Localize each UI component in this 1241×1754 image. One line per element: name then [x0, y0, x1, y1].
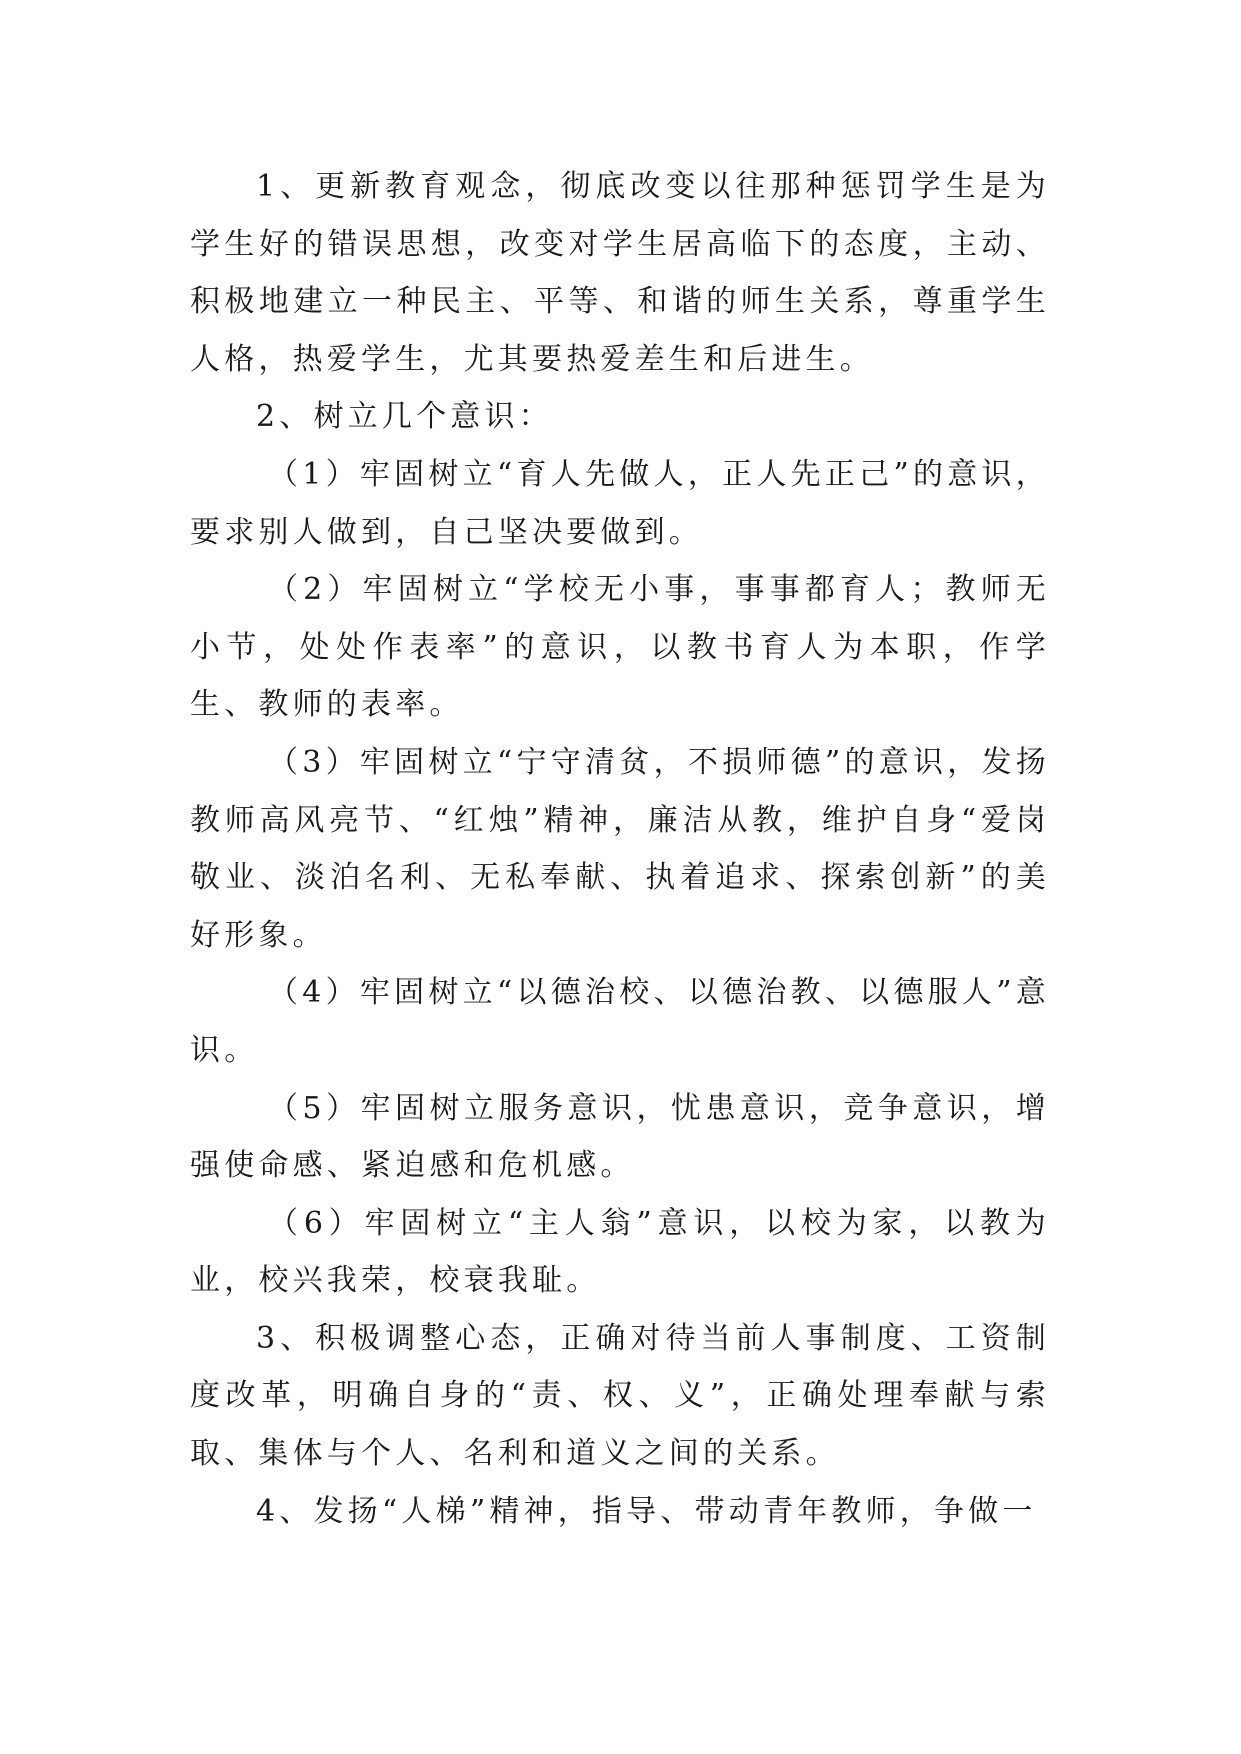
paragraph-point-2-heading: 2、树立几个意识： — [256, 399, 553, 435]
paragraph-point-3: 3、积极调整心态，正确对待当前人事制度、工资制度改革，明确自身的“责、权、义”，正确处理奉献与索取、集体与个人、名利和道义之间的关系。 — [190, 1320, 1050, 1472]
paragraph-point-4: 4、发扬“人梯”精神，指导、带动青年教师，争做一 — [256, 1493, 1037, 1529]
paragraph-subpoint-6: （6）牢固树立“主人翁”意识，以校为家，以教为业，校兴我荣，校衰我耻。 — [190, 1205, 1050, 1299]
paragraph-subpoint-5: （5）牢固树立服务意识，忧患意识，竞争意识，增强使命感、紧迫感和危机感。 — [190, 1090, 1050, 1184]
document-body — [190, 158, 1050, 1540]
paragraph-point-1: 1、更新教育观念，彻底改变以往那种惩罚学生是为学生好的错误思想，改变对学生居高临下的态度，主动、积极地建立一种民主、平等、和谐的师生关系，尊重学生人格，热爱学生，尤其要热爱差生和后进生。 — [190, 169, 1050, 377]
paragraph-subpoint-3: （3）牢固树立“宁守清贫，不损师德”的意识，发扬教师高风亮节、“红烛”精神，廉洁从教，维护自身“爱岗敬业、淡泊名利、无私奉献、执着追求、探索创新”的美好形象。 — [190, 744, 1050, 953]
paragraph-subpoint-4: （4）牢固树立“以德治校、以德治教、以德服人”意识。 — [190, 975, 1050, 1068]
paragraph-subpoint-2: （2）牢固树立“学校无小事，事事都育人；教师无小节，处处作表率”的意识，以教书育人为本职，作学生、教师的表率。 — [190, 572, 1050, 723]
paragraph-subpoint-1: （1）牢固树立“育人先做人，正人先正己”的意识，要求别人做到，自己坚决要做到。 — [190, 456, 1050, 550]
